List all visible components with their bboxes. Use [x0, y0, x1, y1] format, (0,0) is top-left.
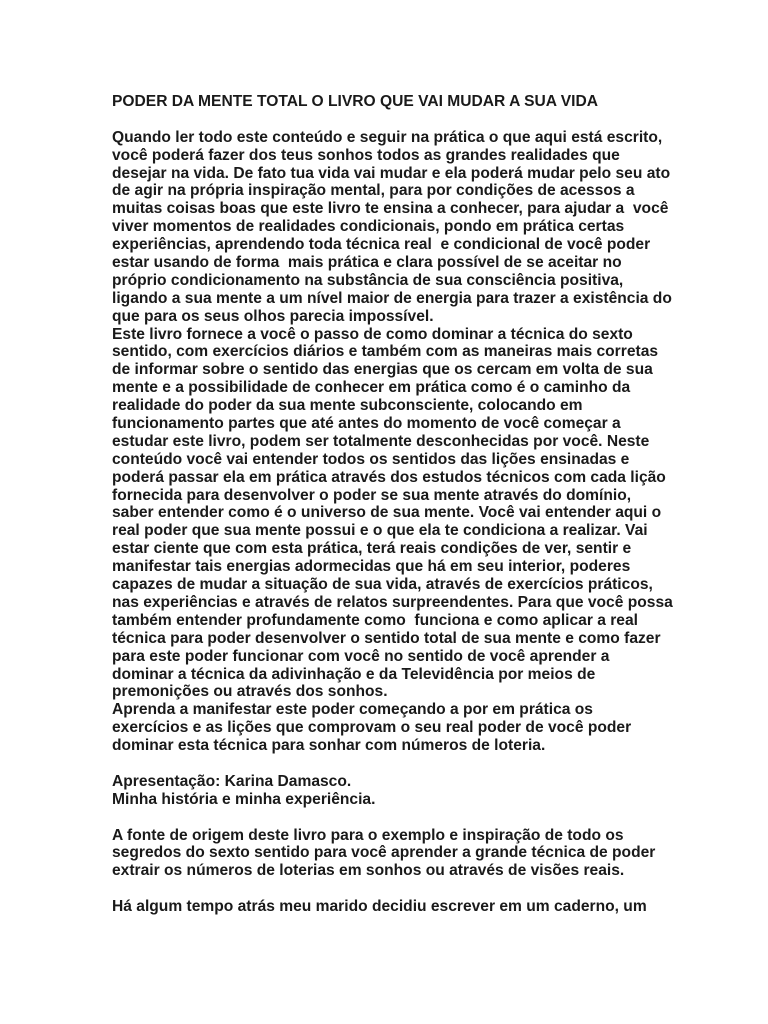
text-line: muitas coisas boas que este livro te ensina a conhecer, para ajudar a você: [112, 200, 669, 218]
text-line: Há algum tempo atrás meu marido decidiu escrever em um caderno, um: [112, 898, 647, 916]
text-line: de agir na própria inspiração mental, para por condições de acessos a: [112, 182, 635, 200]
text-line: Aprenda a manifestar este poder começando a por em prática os: [112, 701, 593, 719]
text-line: real poder que sua mente possui e o que ela te condiciona a realizar. Vai: [112, 522, 648, 540]
text-line: ligando a sua mente a um nível maior de energia para trazer a existência do: [112, 289, 672, 307]
text-line: A fonte de origem deste livro para o exemplo e inspiração de todo os: [112, 826, 624, 844]
text-line: sentido, com exercícios diários e também com as maneiras mais corretas: [112, 343, 659, 361]
paragraph-gap: [112, 809, 657, 827]
text-line: Quando ler todo este conteúdo e seguir na prática o que aqui está escrito,: [112, 128, 663, 146]
text-line: que para os seus olhos parecia impossível.: [112, 307, 434, 325]
text-line: realidade do poder da sua mente subconsciente, colocando em: [112, 397, 583, 415]
text-line: capazes de mudar a situação de sua vida, através de exercícios práticos,: [112, 576, 653, 594]
paragraph-gap: [112, 880, 657, 898]
text-line: funcionamento partes que até antes do momento de você começar a: [112, 415, 621, 433]
text-line: dominar esta técnica para sonhar com números de loteria.: [112, 737, 546, 755]
text-line: manifestar tais energias adormecidas que há em seu interior, poderes: [112, 558, 631, 576]
text-line: segredos do sexto sentido para você aprender a grande técnica de poder: [112, 844, 656, 862]
text-line: estar ciente que com esta prática, terá reais condições de ver, sentir e: [112, 540, 632, 558]
text-line: desejar na vida. De fato tua vida vai mudar e ela poderá mudar pelo seu ato: [112, 164, 671, 182]
paragraph-intro: [112, 128, 672, 326]
text-line: premonições ou através dos sonhos.: [112, 683, 388, 701]
text-line: estar usando de forma mais prática e clara possível de se aceitar no: [112, 254, 622, 272]
text-line: próprio condicionamento na substância de sua consciência positiva,: [112, 271, 624, 289]
text-line: fornecida para desenvolver o poder se sua mente através do domínio,: [112, 486, 632, 504]
text-line: estudar este livro, podem ser totalmente desconhecidas por você. Neste: [112, 432, 650, 450]
document-body: [112, 93, 673, 916]
text-line: saber entender como é o universo de sua mente. Você vai entender aqui o: [112, 504, 662, 522]
text-line: também entender profundamente como funciona e como aplicar a real: [112, 611, 638, 629]
paragraph-learn: [112, 701, 657, 755]
text-line: experiências, aprendendo toda técnica real e condicional de você poder: [112, 236, 651, 254]
presentation-subtitle: Minha história e minha experiência.: [112, 790, 376, 808]
text-line: dominar a técnica da adivinhação e da Televidência por meios de: [112, 665, 596, 683]
text-line: Este livro fornece a você o passo de como dominar a técnica do sexto: [112, 325, 633, 343]
text-line: viver momentos de realidades condicionais, pondo em prática certas: [112, 218, 625, 236]
text-line: para este poder funcionar com você no sentido de você aprender a: [112, 647, 610, 665]
paragraph-book-description: [112, 325, 673, 702]
text-line: poderá passar ela em prática através dos estudos técnicos com cada lição: [112, 468, 666, 486]
text-line: de informar sobre o sentido das energias que os cercam em volta de sua: [112, 361, 653, 379]
text-line: conteúdo você vai entender todos os sentidos das lições ensinadas e: [112, 450, 630, 468]
paragraph-gap: [112, 755, 657, 773]
text-line: você poderá fazer dos teus sonhos todos as grandes realidades que: [112, 146, 620, 164]
text-line: extrair os números de loterias em sonhos ou através de visões reais.: [112, 862, 625, 880]
paragraph-story: [112, 898, 657, 916]
presentation-block: [112, 773, 657, 809]
presentation-author: Apresentação: Karina Damasco.: [112, 772, 352, 790]
document-title: PODER DA MENTE TOTAL O LIVRO QUE VAI MUDAR A SUA VIDA: [112, 93, 599, 110]
text-line: mente e a possibilidade de conhecer em prática como é o caminho da: [112, 379, 631, 397]
paragraph-source: [112, 827, 657, 881]
text-line: técnica para poder desenvolver o sentido total de sua mente e como fazer: [112, 629, 661, 647]
text-line: nas experiências e através de relatos surpreendentes. Para que você possa: [112, 593, 673, 611]
text-line: exercícios e as lições que comprovam o seu real poder de você poder: [112, 719, 632, 737]
